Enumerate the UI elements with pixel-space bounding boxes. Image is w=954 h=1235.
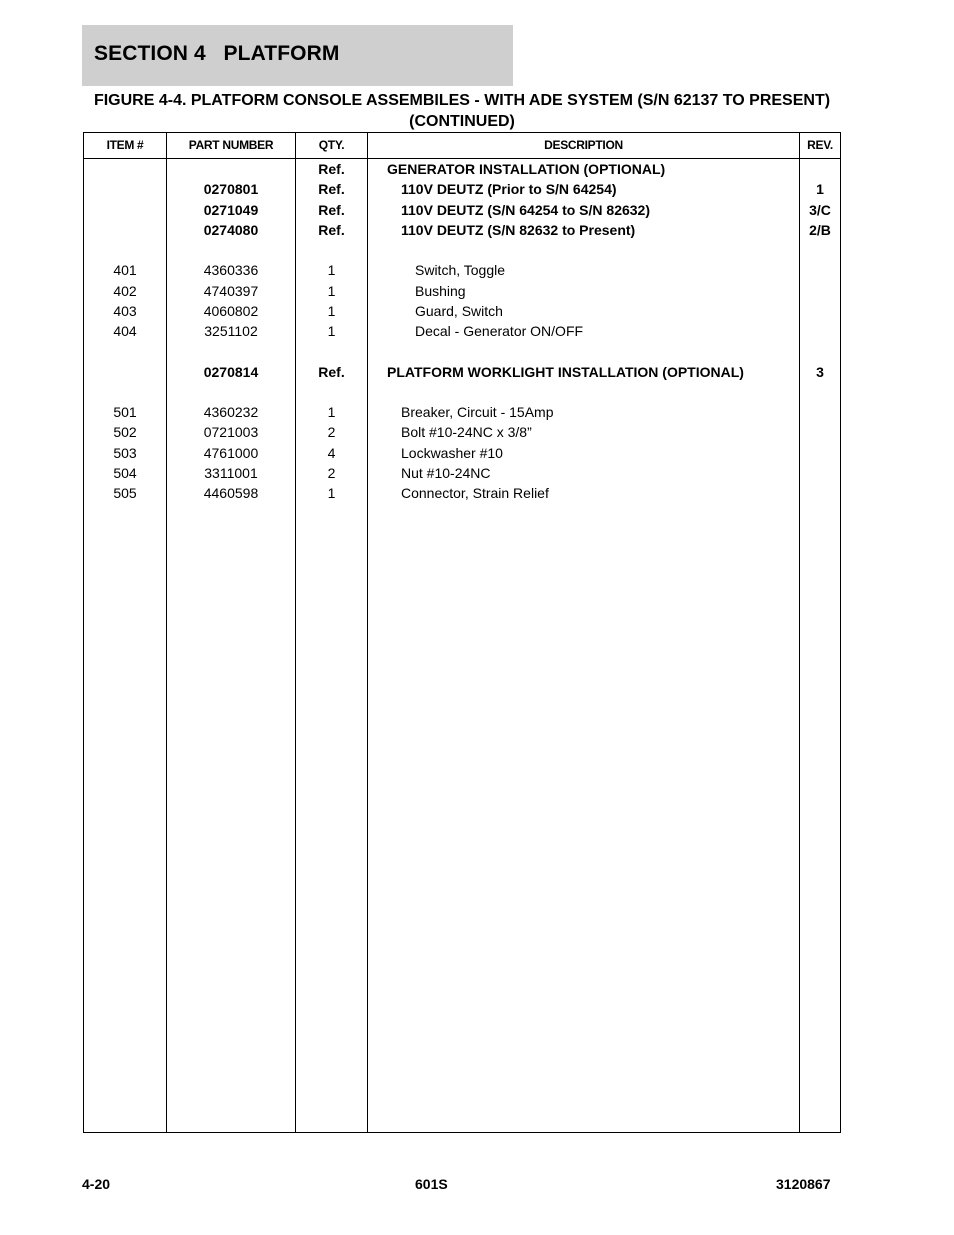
- item-number-cell: 402: [113, 282, 137, 299]
- part-number-cell: 0270814: [203, 363, 259, 380]
- table-row: [84, 301, 840, 321]
- table-row: [84, 422, 840, 442]
- table-row: [84, 260, 840, 280]
- quantity-cell: 1: [327, 282, 336, 299]
- quantity-cell: 1: [327, 323, 336, 339]
- item-number-cell: 403: [113, 302, 137, 319]
- part-number-cell: 0721003: [203, 424, 259, 441]
- description-cell: Breaker, Circuit - 15Amp: [401, 404, 554, 420]
- description-cell: 110V DEUTZ (S/N 82632 to Present): [401, 221, 636, 238]
- table-row: [84, 362, 840, 382]
- quantity-cell: 4: [327, 444, 336, 461]
- table-row: [84, 321, 840, 341]
- table-row: [84, 281, 840, 301]
- footer-doc-number: 3120867: [776, 1176, 831, 1192]
- table-row: [84, 382, 840, 402]
- description-cell: Switch, Toggle: [415, 262, 506, 279]
- footer-model: 601S: [415, 1176, 448, 1192]
- description-cell: Decal - Generator ON/OFF: [415, 323, 584, 339]
- quantity-cell: 1: [327, 404, 336, 420]
- header-description: DESCRIPTION: [544, 138, 623, 152]
- description-cell: PLATFORM WORKLIGHT INSTALLATION (OPTIONAL): [387, 363, 744, 380]
- part-number-cell: 0271049: [203, 201, 259, 218]
- header-qty: QTY.: [318, 138, 345, 152]
- section-banner: [82, 25, 513, 86]
- part-number-cell: 0270801: [203, 181, 259, 198]
- table-row: [84, 179, 840, 199]
- description-cell: Connector, Strain Relief: [401, 485, 549, 501]
- header-item: ITEM #: [106, 138, 144, 152]
- table-row: [84, 240, 840, 260]
- item-number-cell: 505: [113, 485, 137, 501]
- table-row: [84, 341, 840, 361]
- parts-table: [83, 132, 841, 1133]
- item-number-cell: 502: [113, 424, 137, 441]
- description-cell: 110V DEUTZ (Prior to S/N 64254): [401, 181, 617, 198]
- part-number-cell: 4460598: [203, 485, 259, 501]
- table-row: [84, 483, 840, 503]
- description-cell: Guard, Switch: [415, 302, 503, 319]
- quantity-cell: Ref.: [318, 221, 345, 238]
- table-row: [84, 402, 840, 422]
- table-row: [84, 200, 840, 220]
- part-number-cell: 3311001: [204, 464, 258, 481]
- part-number-cell: 4360336: [203, 262, 259, 279]
- quantity-cell: 1: [327, 485, 336, 501]
- part-number-cell: 4740397: [203, 282, 259, 299]
- quantity-cell: 2: [327, 464, 336, 481]
- description-cell: Bolt #10-24NC x 3/8”: [401, 424, 532, 441]
- quantity-cell: Ref.: [318, 201, 345, 218]
- quantity-cell: Ref.: [318, 363, 345, 380]
- quantity-cell: Ref.: [318, 161, 345, 177]
- quantity-cell: 2: [327, 424, 336, 441]
- header-rev: REV.: [807, 138, 833, 152]
- table-row: [84, 159, 840, 179]
- description-cell: Nut #10-24NC: [401, 464, 491, 481]
- item-number-cell: 503: [113, 444, 137, 461]
- part-number-cell: 4360232: [203, 404, 259, 420]
- header-part-number: PART NUMBER: [188, 138, 274, 152]
- revision-cell: 3/C: [809, 201, 831, 218]
- quantity-cell: 1: [327, 302, 336, 319]
- table-row: [84, 220, 840, 240]
- table-row: [84, 443, 840, 463]
- footer-page-number: 4-20: [82, 1176, 111, 1192]
- part-number-cell: 4761000: [203, 444, 259, 461]
- item-number-cell: 404: [113, 323, 137, 339]
- revision-cell: 1: [816, 181, 824, 198]
- part-number-cell: 4060802: [203, 302, 259, 319]
- part-number-cell: 3251102: [204, 323, 258, 339]
- revision-cell: 2/B: [809, 221, 831, 238]
- quantity-cell: Ref.: [318, 181, 345, 198]
- revision-cell: 3: [816, 363, 824, 380]
- item-number-cell: 501: [113, 404, 137, 420]
- figure-title: FIGURE 4-4. PLATFORM CONSOLE ASSEMBILES - WITH ADE SYSTEM (S/N 62137 TO PRESENT) (CONTINUED): [93, 92, 831, 130]
- description-cell: 110V DEUTZ (S/N 64254 to S/N 82632): [401, 201, 650, 218]
- part-number-cell: 0274080: [203, 221, 259, 238]
- description-cell: Bushing: [415, 282, 466, 299]
- description-cell: Lockwasher #10: [401, 444, 503, 461]
- section-title: SECTION 4 PLATFORM: [94, 42, 340, 65]
- description-cell: GENERATOR INSTALLATION (OPTIONAL): [387, 161, 666, 177]
- quantity-cell: 1: [327, 262, 336, 279]
- item-number-cell: 401: [113, 262, 137, 279]
- item-number-cell: 504: [113, 464, 137, 481]
- table-row: [84, 463, 840, 483]
